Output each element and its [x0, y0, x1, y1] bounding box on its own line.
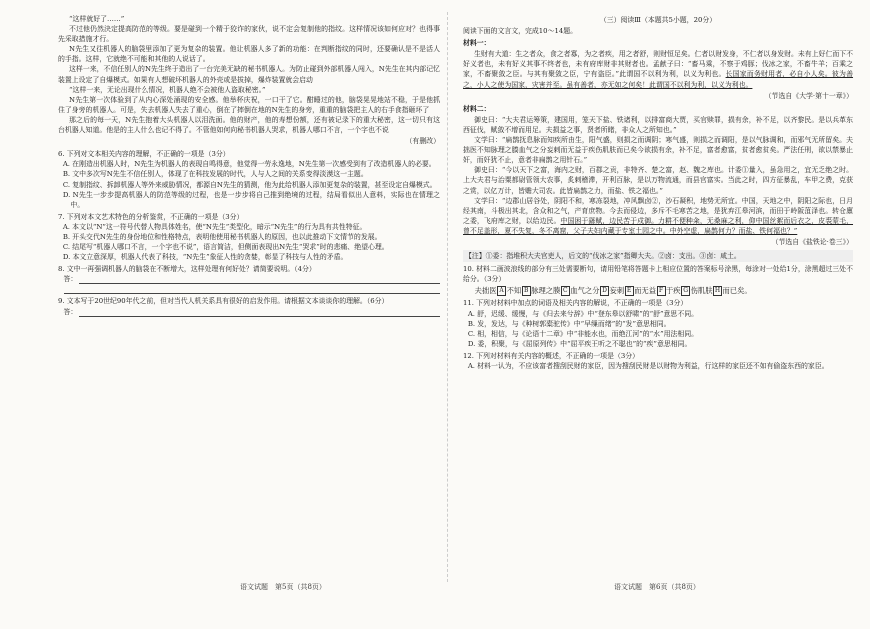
source-note: （有删改）: [405, 137, 440, 146]
segment-text: 不知: [506, 286, 522, 296]
question-7-option-d: D. 本文立意深厚，机器人代表了科技，“N先生”象征人性的贪婪，彰显了科技与人性的矛盾。: [62, 253, 348, 262]
question-7-stem: 7. 下列对本文艺术特色的分析鉴赏，不正确的一项是（3分）: [58, 212, 244, 221]
question-11-stem: 11. 下列对材料中加点的词语及相关内容的解说，不正确的一项是（3分）: [463, 299, 688, 308]
material-2-paragraph: 御史曰：“大夫君运筹策，建国用，笼天下盐、铁诸利，以排富商大贾，买官赎罪，损有余，补不足，以齐黎民。是以兵革东西征伐，赋敛不增而用足。夫损益之事，贤者所睹，非众人之所知也。”: [463, 115, 853, 134]
segment-text: 而已矣。: [722, 286, 752, 296]
question-10-stem: 10. 材料二画波浪线的部分有三处需要断句，请用铅笔将答题卡上相应位置的答案标号涂黑，每涂对一处给1分，涂黑超过三处不给分。（3分）: [463, 265, 853, 284]
material-2-paragraph: 文学曰：“扁鹊抚息脉而知疾所由生，阳气盛，则损之而调阴；寒气盛，则损之而调阳，是以气脉调和，而邪气无所留矣。夫拙医不知脉理之腠血气之分妄刺而无益于疾伤肌肤而已矣今欲损有余，补不足，富者愈富，贫者愈贫矣。严法任刑，欲以禁暴止奸，而奸犹不止，意者非扁鹊之用针石。”: [463, 136, 853, 165]
material-2-label: 材料二：: [463, 104, 491, 113]
option-box-d[interactable]: D: [600, 286, 609, 296]
question-7-option-b: B. 开头交代N先生的身份地位和性格特点，表明他使用秘书机器人的原因，也以此推动下文情节的发展。: [62, 232, 382, 241]
option-box-h[interactable]: H: [714, 287, 721, 295]
option-box-f[interactable]: F: [657, 286, 666, 296]
material-1-text: [463, 49, 853, 89]
question-8-stem: 8. 文中一再强调机器人的脑袋在不断增大，这样处理有何好处？请简要说明。（4分）: [58, 265, 316, 274]
story-paragraph: “这样一来，无论出现什么情况，机器人绝不会被他人盗取秘密。”: [69, 85, 266, 94]
question-7-option-a: A. 本文以“N”这一符号代替人物具体姓名，使“N先生”类型化，暗示“N先生”的行为具有共性特征。: [62, 222, 367, 231]
question-11-option-d: D. 委，积聚，与《屈原列传》中“屈平疾王听之不聪也”的“疾”意思相同。: [467, 339, 692, 348]
answer-label: 答：: [63, 307, 78, 316]
annotation-note: 【注】①委：指堆积大夫官吏人，后文的“伐冰之家”指卿大夫。②卤：支出。③卤：咸土。: [463, 250, 853, 262]
material-2-paragraph: 御史曰：“今以天下之富，海内之财，百郡之贡，非特齐、楚之富，赵、魏之库也。计委①量入，虽急用之，宜无乏绝之时。上大夫君与治粟都尉管领大农事，炙刺稽滞，开利百脉，是以万物流通，而县官富实。当此之时，四方征暴乱，车甲之费，克获之赏，以亿万计，皆赡大司农。此皆扁鹊之力，而盐、铁之福也。”: [463, 166, 853, 195]
page-footer-right: 语文试题 第6页（共8页）: [614, 583, 700, 591]
question-7-option-c: C. 结尾写“机器人哪口不言，一个字也不说”，语言简洁，但侧面表现出N先生“哭求”时的悲痛、绝望心理。: [62, 243, 389, 252]
question-9-stem: 9. 文本写于20世纪90年代之前，但对当代人机关系具有很好的启发作用。请根据文本谈谈你的理解。（6分）: [58, 297, 389, 306]
question-10-segmentation: [475, 286, 853, 296]
answer-line[interactable]: [64, 284, 440, 294]
question-6-option-a: A. 在刚造出机器人时，N先生为机器人的表现自鸣得意，他觉得一劳永逸地，N先生第一次感受到有了改造机器人的必要。: [62, 160, 436, 169]
story-paragraph: 那之后的每一天，N先生抱着大头机器人以泪洗面。他的财产，他的寿想份额，还有被记录下的重大秘密，这一切只有这台机器人知道。他是的主人什么也记不得了。不管他如何向秘书机器人哭求，机器人哪口不言，一个字也不说: [58, 115, 440, 135]
page-divider: [447, 12, 448, 582]
story-paragraph: 不过他仍然決定提高防范的等级。要是碰到一个精于狡诈的家伙，说不定会复制他的指纹。这样情况该如何应对？也得事先采取措施才行。: [58, 25, 440, 44]
section-intro: 阅读下面的文言文，完成10～14题。: [463, 27, 578, 36]
section-title: （三）阅读Ⅲ（本题共5小题，20分）: [599, 16, 717, 24]
question-11-option-b: B. 发，发达，与《种树郭橐驼传》中“早缫而绪”的“发”意思相同。: [467, 319, 671, 328]
question-11-option-a: A. 舒，迟缓、缓慢，与《归去来兮辞》中“登东皋以舒啸”的“舒”意思不同。: [467, 309, 698, 318]
segment-text: 血气之分: [570, 286, 600, 296]
material-2-source: （节选自《盐铁论·卷三》）: [771, 237, 853, 246]
question-6-option-c: C. 复制指纹、拆卸机器人等外来威胁情况，都源自N先生的猜测，他为此给机器人添加更复杂的装置，甚至设定自爆模式。: [62, 180, 437, 189]
material-2-body: 文学曰：“边郡山居谷处，阴阳不和，寒冻裂地，冲风飘卤②，沙石凝积，地势无所宜。中国，天地之中，阴阳之际也，日月经其南，斗极出其北，含众和之气，产育庶物。今去而侵边，多斥不毛寒苦之地，是犹弃江皋河滨，而田于岭阪菹泽也。转仓廪之委，飞府库之财，以给边民。: [463, 196, 853, 225]
question-6-stem: 6. 下列对文本相关内容的理解，不正确的一项是（3分）: [58, 150, 230, 159]
right-page: [463, 14, 853, 371]
question-9-answer-area[interactable]: [64, 307, 440, 317]
option-box-a[interactable]: A: [497, 286, 506, 296]
option-box-c[interactable]: C: [561, 286, 570, 296]
option-box-b[interactable]: B: [522, 286, 531, 296]
question-12-option-a: A. 材料一认为，不应该富者搜刮民财的家臣，因为搜刮民财是以财物为利益，行这样的家臣还不如有偷盗东西的家臣。: [467, 362, 829, 370]
question-11-option-c: C. 相，相信，与《论语十二章》中“非能水也，而绝江河”的“水”用法相同。: [467, 329, 699, 338]
question-12-stem: 12. 下列对材料有关内容的概述，不正确的一项是（3分）: [463, 351, 640, 360]
option-box-e[interactable]: E: [625, 286, 634, 296]
segment-text: 夫拙医: [474, 286, 497, 296]
question-6-option-d: D. N先生一步步提高机器人的防范等级的过程，也是一步步将自己推到绝境的过程，结局看似出人意料，实际也在情理之中。: [62, 190, 440, 209]
question-6-option-b: B. 文中多次写N先生不信任别人，体现了在科技发展的时代，人与人之间的关系变得淡漠这一主题。: [62, 170, 368, 179]
answer-line[interactable]: [79, 308, 440, 317]
material-1-underlined: 长国家而务财用者，必自小人矣。彼为善之，小人之使为国家，灾害并至。虽有善者，亦无如之何矣！此谓国不以利为利，以义为利也。: [463, 70, 854, 89]
answer-label: 答：: [63, 275, 78, 284]
material-1-body: 生财有大道：生之者众，食之者寡，为之者疾，用之者舒，则财恒足矣。仁者以财发身，不仁者以身发财。未有上好仁而下不好义者也，未有好义其事不终者也，未有府库财非其财者也。孟献子曰：“畜马乘，不察于鸡豚；伐冰之家，不畜牛羊；百乘之家，不畜聚敛之臣。与其有聚敛之臣，宁有盗臣。”此谓国不以利为利，以义为利也。: [463, 50, 854, 79]
story-paragraph: “这样就好了……”: [69, 15, 125, 23]
left-page: [58, 14, 440, 317]
story-paragraph: N先生又往机器人的脑袋里添加了更为复杂的装置。他让机器人多了新的功能：在判断指纹的同时，还要确认是不是活人的手指。这样，它就绝不可能和其他的人说话了。: [58, 45, 440, 64]
material-2-paragraph: [463, 196, 853, 236]
material-1-source: （节选自《大学·第十一章》）: [764, 91, 853, 100]
segment-text: 脉理之腠: [531, 286, 561, 296]
segment-text: 而无益: [634, 286, 657, 296]
story-paragraph: N先生第一次体验到了从内心深处涌现的安全感。他举杯庆祝，一口干了它。酣睡过的他，脑袋晃晃地站不稳，于是他抓住了身旁的机器人。可是，失去机器人失去了重心，倒在了摔倒在地的N先生的身旁，重重的脑袋把主人的右手食指砸坏了: [58, 95, 440, 114]
answer-line[interactable]: [79, 275, 440, 284]
question-8-answer-area[interactable]: [64, 274, 440, 284]
segment-text: 妄刺: [609, 286, 625, 296]
option-box-g[interactable]: G: [681, 286, 690, 296]
material-2-underlined: 中国困于繇赋，边民苦于戍御。力耕不便种籴，无桑麻之利，仰中国丝絮而后衣之，皮裘蒙毛，曾不足盖形，夏不失复，冬不离窟，父子夫妇内藏于专室土园之中。中外空虚，扁鹊何力？而盐、铁何福也？”: [463, 216, 854, 235]
segment-text: 于疾: [666, 286, 681, 296]
story-paragraph: 这样一来，不信任别人的N先生终于造出了一台完美无缺的秘书机器人。为防止碰到外部机器人闯入，N先生在其内部记忆装置上设定了自爆模式。如果有人想破坏机器人的外壳或是拔掉，爆炸装置就会启动: [58, 65, 440, 84]
material-1-label: 材料一：: [463, 39, 491, 48]
page-footer-left: 语文试题 第5页（共8页）: [240, 583, 326, 591]
segment-text: 伤肌肤: [690, 286, 713, 296]
